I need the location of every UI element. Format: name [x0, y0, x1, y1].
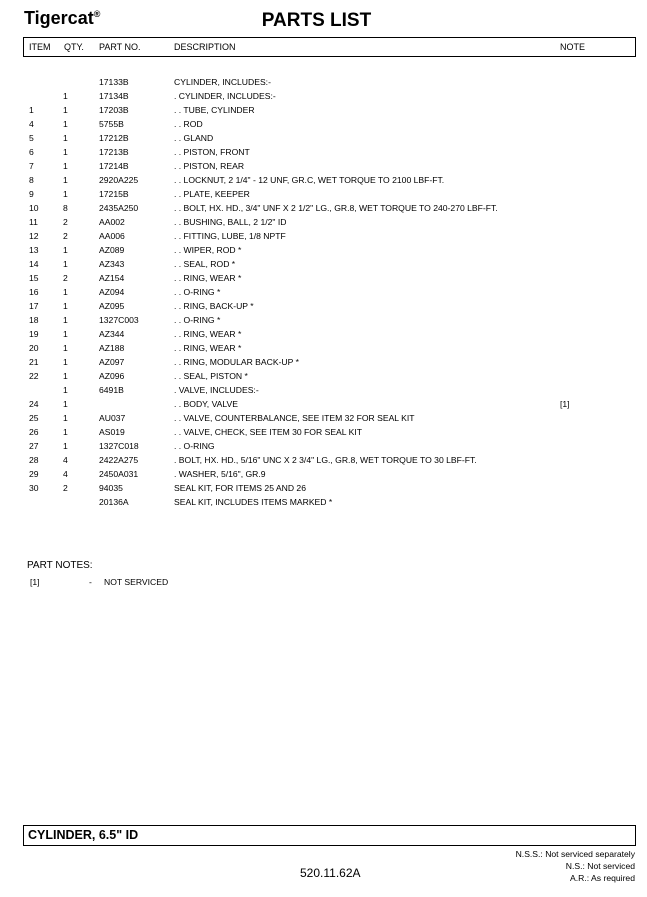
part-notes-title: PART NOTES:: [27, 560, 93, 571]
qty-cell: 1: [63, 399, 68, 409]
description-cell: . . BOLT, HX. HD., 3/4" UNF X 2 1/2" LG., GR.8, WET TORQUE TO 240-270 LBF-FT.: [174, 203, 498, 213]
legend-ar: A.R.: As required: [570, 873, 635, 883]
table-row: [0, 215, 647, 229]
item-cell: 1: [29, 105, 34, 115]
item-cell: 20: [29, 343, 39, 353]
table-row: [0, 411, 647, 425]
qty-cell: 1: [63, 371, 68, 381]
part-number-cell: 94035: [99, 483, 123, 493]
description-cell: . . GLAND: [174, 133, 214, 143]
item-cell: 24: [29, 399, 39, 409]
description-cell: . . ROD: [174, 119, 203, 129]
qty-cell: 1: [63, 105, 68, 115]
description-cell: . . PISTON, REAR: [174, 161, 245, 171]
item-cell: 25: [29, 413, 39, 423]
description-cell: . . VALVE, CHECK, SEE ITEM 30 FOR SEAL KIT: [174, 427, 362, 437]
item-cell: 21: [29, 357, 39, 367]
item-cell: 8: [29, 175, 34, 185]
qty-cell: 1: [63, 427, 68, 437]
table-header: [23, 37, 636, 57]
description-cell: . . TUBE, CYLINDER: [174, 105, 255, 115]
col-note-header: NOTE: [560, 42, 586, 52]
item-cell: 14: [29, 259, 39, 269]
item-cell: 26: [29, 427, 39, 437]
qty-cell: 4: [63, 455, 68, 465]
description-cell: . . RING, MODULAR BACK-UP *: [174, 357, 299, 367]
item-cell: 11: [29, 217, 38, 227]
description-cell: . . RING, WEAR *: [174, 343, 242, 353]
qty-cell: 1: [63, 441, 68, 451]
description-cell: . BOLT, HX. HD., 5/16" UNC X 2 3/4" LG., GR.8, WET TORQUE TO 30 LBF-FT.: [174, 455, 477, 465]
table-row: [0, 425, 647, 439]
part-number-cell: AZ343: [99, 259, 125, 269]
item-cell: 18: [29, 315, 39, 325]
part-number-cell: 17203B: [99, 105, 129, 115]
qty-cell: 1: [63, 287, 68, 297]
qty-cell: 1: [63, 91, 68, 101]
part-number-cell: AA002: [99, 217, 125, 227]
qty-cell: 2: [63, 273, 68, 283]
part-number-cell: 17215B: [99, 189, 129, 199]
description-cell: . . O-RING: [174, 441, 215, 451]
part-number-cell: AU037: [99, 413, 126, 423]
description-cell: . . RING, WEAR *: [174, 273, 242, 283]
qty-cell: 1: [63, 357, 68, 367]
item-cell: 22: [29, 371, 39, 381]
qty-cell: 2: [63, 483, 68, 493]
qty-cell: 1: [63, 343, 68, 353]
page-title: [0, 10, 647, 32]
qty-cell: 8: [63, 203, 68, 213]
description-cell: . VALVE, INCLUDES:-: [174, 385, 259, 395]
qty-cell: 1: [63, 385, 68, 395]
part-number-cell: AZ188: [99, 343, 125, 353]
item-cell: 13: [29, 245, 39, 255]
part-number-cell: 17133B: [99, 77, 129, 87]
item-cell: 10: [29, 203, 39, 213]
description-cell: . . RING, WEAR *: [174, 329, 242, 339]
table-row: [0, 271, 647, 285]
part-number-cell: 17212B: [99, 133, 129, 143]
part-number-cell: 1327C003: [99, 315, 139, 325]
description-cell: . . VALVE, COUNTERBALANCE, SEE ITEM 32 FOR SEAL KIT: [174, 413, 415, 423]
table-row: [0, 397, 647, 411]
part-number-cell: 2422A275: [99, 455, 139, 465]
table-row: [0, 495, 647, 509]
table-row: [0, 467, 647, 481]
part-number-cell: AZ344: [99, 329, 125, 339]
table-row: [0, 439, 647, 453]
table-row: [0, 201, 647, 215]
brand-name: Tigercat: [24, 8, 94, 28]
qty-cell: 2: [63, 231, 68, 241]
description-cell: SEAL KIT, FOR ITEMS 25 AND 26: [174, 483, 306, 493]
qty-cell: 4: [63, 469, 68, 479]
part-number-cell: 2920A225: [99, 175, 139, 185]
table-row: [0, 453, 647, 467]
table-row: [0, 481, 647, 495]
qty-cell: 1: [63, 245, 68, 255]
part-number-cell: 6491B: [99, 385, 124, 395]
description-cell: . . SEAL, PISTON *: [174, 371, 248, 381]
description-cell: . . BODY, VALVE: [174, 399, 239, 409]
table-row: [0, 159, 647, 173]
legend-nss: N.S.S.: Not serviced separately: [515, 849, 635, 859]
part-number-cell: AA006: [99, 231, 125, 241]
table-row: [0, 327, 647, 341]
table-row: [0, 103, 647, 117]
item-cell: 6: [29, 147, 34, 157]
description-cell: SEAL KIT, INCLUDES ITEMS MARKED *: [174, 497, 333, 507]
item-cell: 9: [29, 189, 34, 199]
description-cell: . . O-RING *: [174, 287, 221, 297]
col-item-header: ITEM: [29, 42, 51, 52]
qty-cell: 1: [63, 119, 68, 129]
table-row: [0, 369, 647, 383]
part-number-cell: 20136A: [99, 497, 129, 507]
part-number-cell: AZ095: [99, 301, 125, 311]
table-row: [0, 355, 647, 369]
item-cell: 12: [29, 231, 39, 241]
table-row: [0, 313, 647, 327]
item-cell: 16: [29, 287, 39, 297]
qty-cell: 1: [63, 133, 68, 143]
description-cell: . CYLINDER, INCLUDES:-: [174, 91, 276, 101]
qty-cell: 1: [63, 189, 68, 199]
page-title-text: PARTS LIST: [261, 10, 372, 31]
document-number: 520.11.62A: [300, 866, 361, 880]
assembly-title-box: [23, 825, 636, 846]
table-row: [0, 285, 647, 299]
part-number-cell: AZ154: [99, 273, 125, 283]
part-number-cell: 17134B: [99, 91, 129, 101]
description-cell: . . FITTING, LUBE, 1/8 NPTF: [174, 231, 286, 241]
table-row: [0, 117, 647, 131]
qty-cell: 1: [63, 161, 68, 171]
col-desc-header: DESCRIPTION: [174, 42, 236, 52]
table-row: [0, 299, 647, 313]
table-row: [0, 131, 647, 145]
part-number-cell: 17214B: [99, 161, 129, 171]
table-row: [0, 243, 647, 257]
qty-cell: 1: [63, 301, 68, 311]
qty-cell: 1: [63, 147, 68, 157]
qty-cell: 1: [63, 175, 68, 185]
item-cell: 5: [29, 133, 34, 143]
qty-cell: 1: [63, 315, 68, 325]
part-note-dash: -: [89, 577, 92, 587]
description-cell: . . WIPER, ROD *: [174, 245, 242, 255]
table-row: [0, 341, 647, 355]
description-cell: . WASHER, 5/16", GR.9: [174, 469, 266, 479]
item-cell: 28: [29, 455, 39, 465]
table-row: [0, 89, 647, 103]
description-cell: . . BUSHING, BALL, 2 1/2" ID: [174, 217, 287, 227]
note-cell: [1]: [560, 399, 570, 409]
part-number-cell: AS019: [99, 427, 125, 437]
item-cell: 19: [29, 329, 39, 339]
table-row: [0, 173, 647, 187]
qty-cell: 2: [63, 217, 68, 227]
item-cell: 7: [29, 161, 34, 171]
part-note-ref: [1]: [30, 577, 40, 587]
description-cell: CYLINDER, INCLUDES:-: [174, 77, 271, 87]
part-number-cell: 2435A250: [99, 203, 139, 213]
qty-cell: 1: [63, 329, 68, 339]
description-cell: . . RING, BACK-UP *: [174, 301, 254, 311]
description-cell: . . LOCKNUT, 2 1/4" - 12 UNF, GR.C, WET TORQUE TO 2100 LBF-FT.: [174, 175, 445, 185]
part-note-text: NOT SERVICED: [104, 577, 169, 587]
col-part-header: PART NO.: [99, 42, 141, 52]
part-number-cell: 2450A031: [99, 469, 139, 479]
table-row: [0, 187, 647, 201]
part-number-cell: 17213B: [99, 147, 129, 157]
item-cell: 17: [29, 301, 39, 311]
assembly-title: CYLINDER, 6.5" ID: [28, 828, 139, 842]
item-cell: 29: [29, 469, 39, 479]
item-cell: 4: [29, 119, 34, 129]
col-qty-header: QTY.: [64, 42, 84, 52]
table-row: [0, 229, 647, 243]
part-number-cell: 1327C018: [99, 441, 139, 451]
description-cell: . . SEAL, ROD *: [174, 259, 236, 269]
table-row: [0, 75, 647, 89]
description-cell: . . PLATE, KEEPER: [174, 189, 250, 199]
item-cell: 30: [29, 483, 39, 493]
item-cell: 27: [29, 441, 39, 451]
description-cell: . . O-RING *: [174, 315, 221, 325]
legend-ns: N.S.: Not serviced: [565, 861, 635, 871]
table-row: [0, 257, 647, 271]
part-number-cell: AZ089: [99, 245, 125, 255]
parts-table: [0, 75, 647, 509]
item-cell: 15: [29, 273, 39, 283]
part-number-cell: AZ096: [99, 371, 125, 381]
description-cell: . . PISTON, FRONT: [174, 147, 250, 157]
part-number-cell: AZ097: [99, 357, 125, 367]
table-row: [0, 145, 647, 159]
qty-cell: 1: [63, 413, 68, 423]
qty-cell: 1: [63, 259, 68, 269]
part-number-cell: AZ094: [99, 287, 125, 297]
registered-mark: ®: [93, 9, 101, 19]
table-row: [0, 383, 647, 397]
part-number-cell: 5755B: [99, 119, 124, 129]
